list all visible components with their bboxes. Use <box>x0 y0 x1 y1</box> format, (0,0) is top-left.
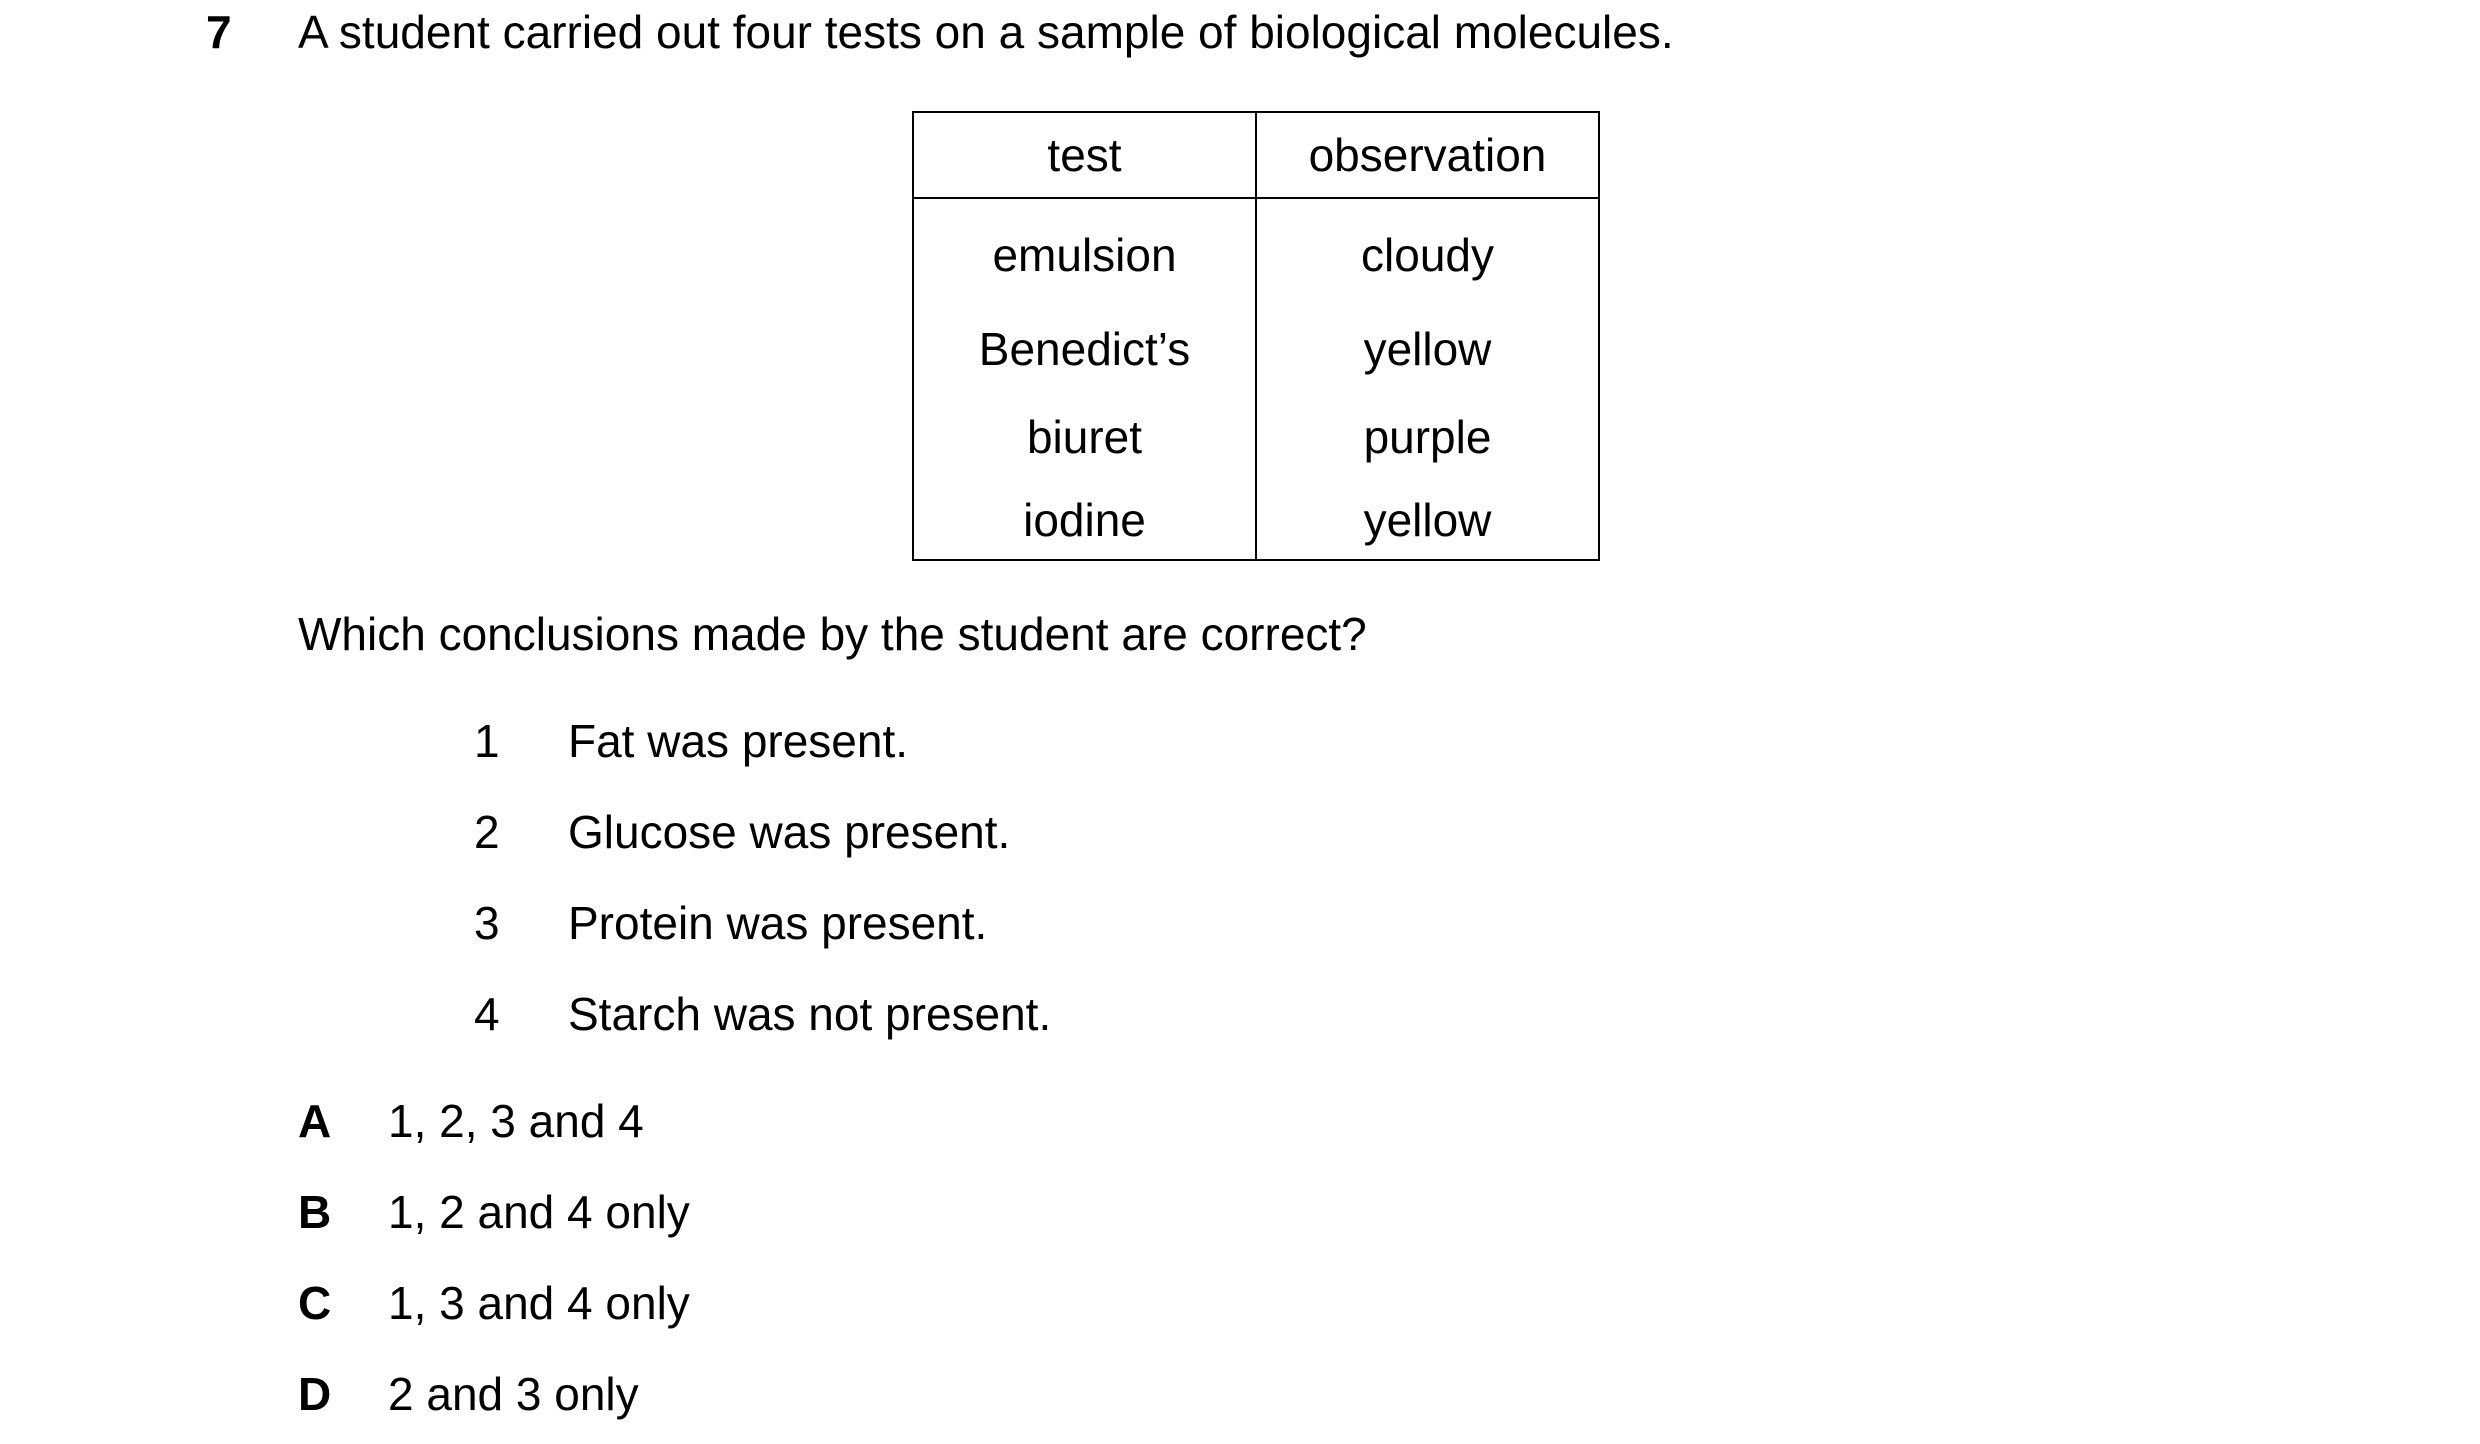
option-letter: A <box>298 1095 332 1147</box>
option-letter: B <box>298 1186 332 1238</box>
cell-test: Benedict’s <box>913 305 1256 393</box>
header-test: test <box>913 112 1256 198</box>
question-number: 7 <box>206 6 232 58</box>
option-letter: D <box>298 1368 332 1420</box>
statement-number: 3 <box>474 897 500 949</box>
answer-option-b[interactable] <box>298 1184 690 1240</box>
question-prompt: Which conclusions made by the student are correct? <box>298 608 1367 660</box>
cell-observation: cloudy <box>1256 198 1599 305</box>
table-row <box>913 198 1599 305</box>
table-row <box>913 305 1599 393</box>
option-text: 1, 3 and 4 only <box>388 1277 690 1329</box>
statement-text: Protein was present. <box>568 897 988 949</box>
cell-test: emulsion <box>913 198 1256 305</box>
cell-observation: yellow <box>1256 481 1599 560</box>
statement-text: Fat was present. <box>568 715 909 767</box>
option-letter: C <box>298 1277 332 1329</box>
cell-test: iodine <box>913 481 1256 560</box>
statement-text: Starch was not present. <box>568 988 1052 1040</box>
statement-text: Glucose was present. <box>568 806 1011 858</box>
statement-number: 4 <box>474 988 500 1040</box>
answer-option-d[interactable] <box>298 1366 639 1422</box>
table-header-row <box>913 112 1599 198</box>
answer-option-c[interactable] <box>298 1275 690 1331</box>
header-observation: observation <box>1256 112 1599 198</box>
statement-number: 1 <box>474 715 500 767</box>
answer-option-a[interactable] <box>298 1093 644 1149</box>
statement-item <box>474 895 987 951</box>
option-text: 1, 2 and 4 only <box>388 1186 690 1238</box>
option-text: 2 and 3 only <box>388 1368 639 1420</box>
question-stem: A student carried out four tests on a sample of biological molecules. <box>298 6 1674 58</box>
table-row <box>913 481 1599 560</box>
statement-item <box>474 986 1051 1042</box>
cell-observation: purple <box>1256 393 1599 481</box>
statement-item <box>474 713 908 769</box>
statement-item <box>474 804 1010 860</box>
statement-number: 2 <box>474 806 500 858</box>
option-text: 1, 2, 3 and 4 <box>388 1095 644 1147</box>
cell-observation: yellow <box>1256 305 1599 393</box>
table-row <box>913 393 1599 481</box>
cell-test: biuret <box>913 393 1256 481</box>
results-table <box>912 111 1600 561</box>
